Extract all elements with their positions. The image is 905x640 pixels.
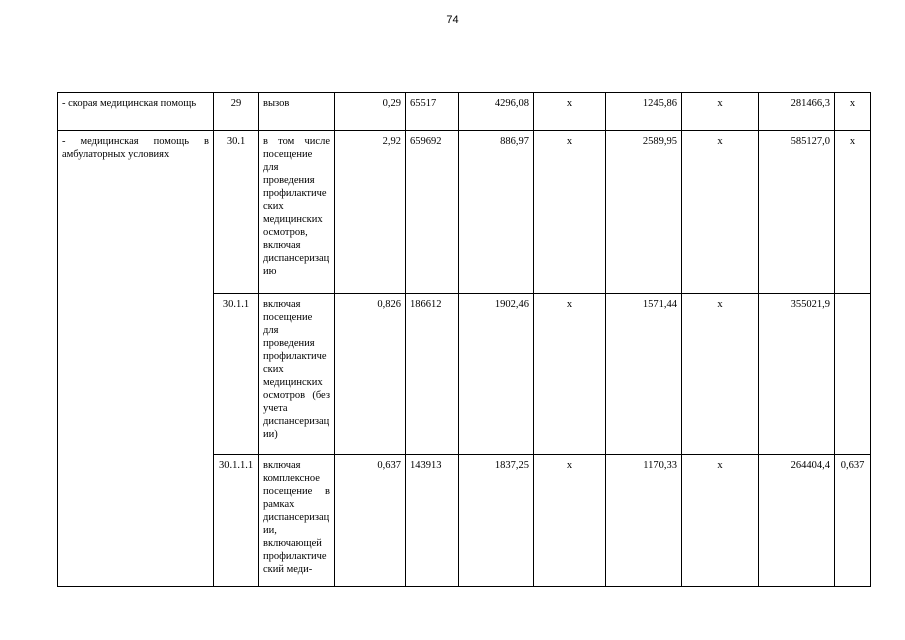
row-cost: 1902,46 xyxy=(459,294,534,455)
row-last: х xyxy=(835,93,871,131)
page-number: 74 xyxy=(446,14,459,26)
row-code: 29 xyxy=(214,93,259,131)
row-x2: х xyxy=(682,455,759,587)
row-total: 264404,4 xyxy=(759,455,835,587)
row-total: 355021,9 xyxy=(759,294,835,455)
row-x2: х xyxy=(682,294,759,455)
row-code: 30.1 xyxy=(214,131,259,294)
row-unit: включая комплексное посещение в рамках диспансеризации, включающей профилактический меди- xyxy=(259,455,335,587)
row-volume: 65517 xyxy=(406,93,459,131)
row-norm: 0,826 xyxy=(335,294,406,455)
table-row xyxy=(58,131,871,294)
row-last: х xyxy=(835,131,871,294)
row-last xyxy=(835,294,871,455)
row-unit: в том числе посещение для проведения профилактических медицинских осмотров, включая диспансеризацию xyxy=(259,131,335,294)
row-cost: 4296,08 xyxy=(459,93,534,131)
row-unit: вызов xyxy=(259,93,335,131)
row-total: 585127,0 xyxy=(759,131,835,294)
row-x1: х xyxy=(534,294,606,455)
row-x1: х xyxy=(534,93,606,131)
row-per-capita: 1571,44 xyxy=(606,294,682,455)
row-cost: 1837,25 xyxy=(459,455,534,587)
row-name: - скорая медицинская помощь xyxy=(58,93,214,131)
row-code: 30.1.1.1 xyxy=(214,455,259,587)
row-x2: х xyxy=(682,131,759,294)
row-x2: х xyxy=(682,93,759,131)
row-per-capita: 2589,95 xyxy=(606,131,682,294)
table-row xyxy=(58,93,871,131)
row-norm: 0,637 xyxy=(335,455,406,587)
row-code: 30.1.1 xyxy=(214,294,259,455)
row-volume: 143913 xyxy=(406,455,459,587)
row-volume: 659692 xyxy=(406,131,459,294)
row-x1: х xyxy=(534,131,606,294)
row-per-capita: 1170,33 xyxy=(606,455,682,587)
row-last: 0,637 xyxy=(835,455,871,587)
row-x1: х xyxy=(534,455,606,587)
row-unit: включая посещение для проведения профилактических медицинских осмотров (без учета диспансеризации) xyxy=(259,294,335,455)
row-total: 281466,3 xyxy=(759,93,835,131)
row-volume: 186612 xyxy=(406,294,459,455)
row-norm: 2,92 xyxy=(335,131,406,294)
row-per-capita: 1245,86 xyxy=(606,93,682,131)
row-cost: 886,97 xyxy=(459,131,534,294)
data-table xyxy=(57,92,871,587)
row-norm: 0,29 xyxy=(335,93,406,131)
row-name: - медицинская помощь в амбулаторных условиях xyxy=(58,131,214,587)
